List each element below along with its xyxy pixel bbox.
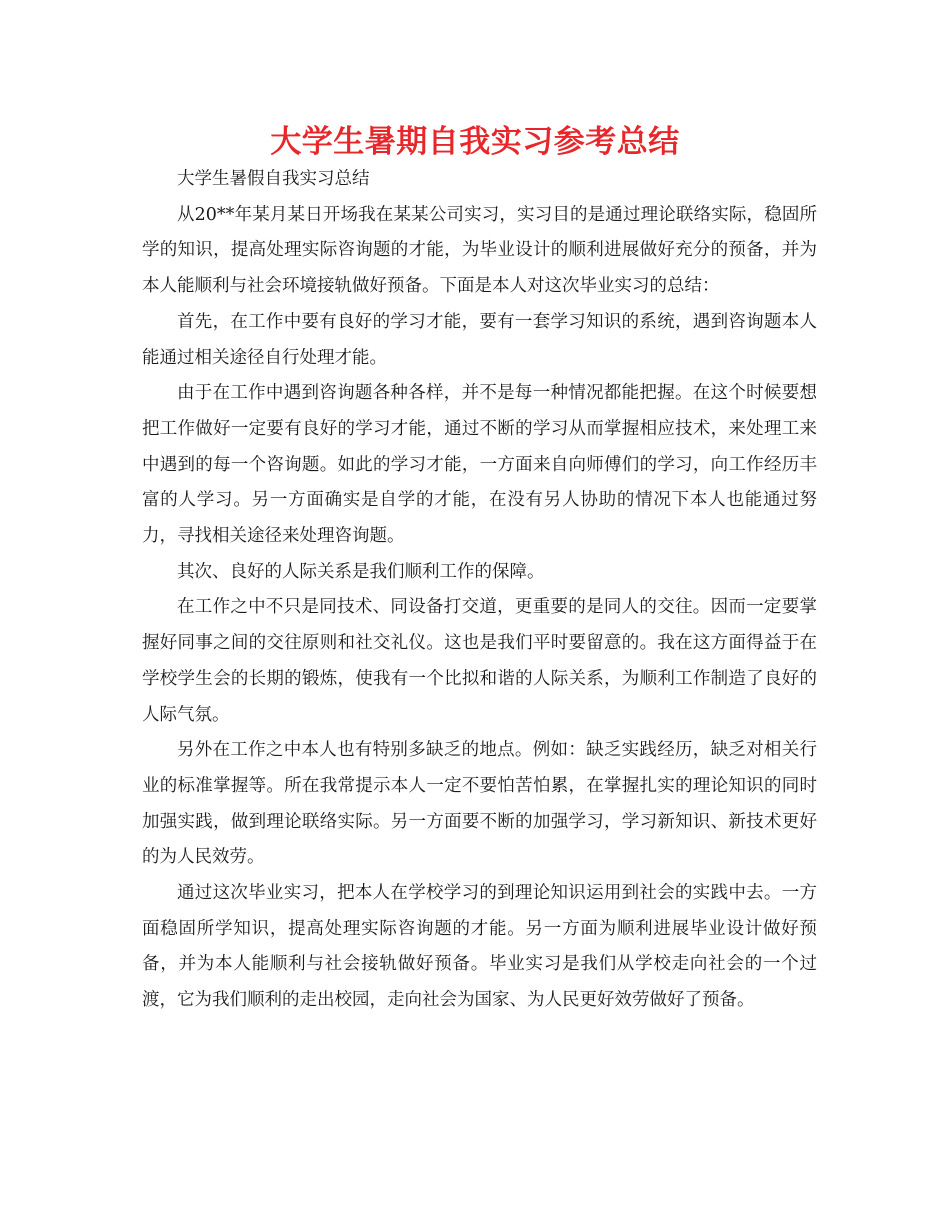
paragraph-relations: 在工作之中不只是同技术、同设备打交道，更重要的是同人的交往。因而一定要掌握好同事之间的交往原则和社交礼仪。这也是我们平时要留意的。我在这方面得益于在学校学生会的长期的锻炼，使我有一个比拟和谐的人际关系，为顺利工作制造了良好的人际气氛。 [142, 597, 817, 725]
paragraph-conclusion: 通过这次毕业实习，把本人在学校学习的到理论知识运用到社会的实践中去。一方面稳固所学知识，提高处理实际咨询题的才能。另一方面为顺利进展毕业设计做好预备，并为本人能顺利与社会接轨做好预备。毕业实习是我们从学校走向社会的一个过渡，它为我们顺利的走出校园，走向社会为国家、为人民更好效劳做好了预备。 [142, 883, 817, 1011]
paragraph-learning: 由于在工作中遇到咨询题各种各样，并不是每一种情况都能把握。在这个时候要想把工作做好一定要有良好的学习才能，通过不断的学习从而掌握相应技术，来处理工来中遇到的每一个咨询题。如此的学习才能，一方面来自向师傅们的学习，向工作经历丰富的人学习。另一方面确实是自学的才能，在没有另人协助的情况下本人也能通过努力，寻找相关途径来处理咨询题。 [142, 383, 817, 547]
paragraph-first-point: 首先，在工作中要有良好的学习才能，要有一套学习知识的系统，遇到咨询题本人能通过相关途径自行处理才能。 [142, 311, 817, 368]
paragraph-second-point: 其次、良好的人际关系是我们顺利工作的保障。 [177, 561, 545, 582]
document-body [142, 162, 817, 1019]
paragraph-intro: 从20**年某月某日开场我在某某公司实习，实习目的是通过理论联络实际，稳固所学的知识，提高处理实际咨询题的才能，为毕业设计的顺利进展做好充分的预备，并为本人能顺利与社会环境接轨做好预备。下面是本人对这次毕业实习的总结： [142, 204, 817, 297]
paragraph-subtitle: 大学生暑假自我实习总结 [177, 169, 370, 189]
document-title: 大学生暑期自我实习参考总结 [270, 124, 680, 160]
paragraph-shortcomings: 另外在工作之中本人也有特别多缺乏的地点。例如：缺乏实践经历，缺乏对相关行业的标准掌握等。所在我常提示本人一定不要怕苦怕累，在掌握扎实的理论知识的同时加强实践，做到理论联络实际。另一方面要不断的加强学习，学习新知识、新技术更好的为人民效劳。 [142, 740, 817, 868]
